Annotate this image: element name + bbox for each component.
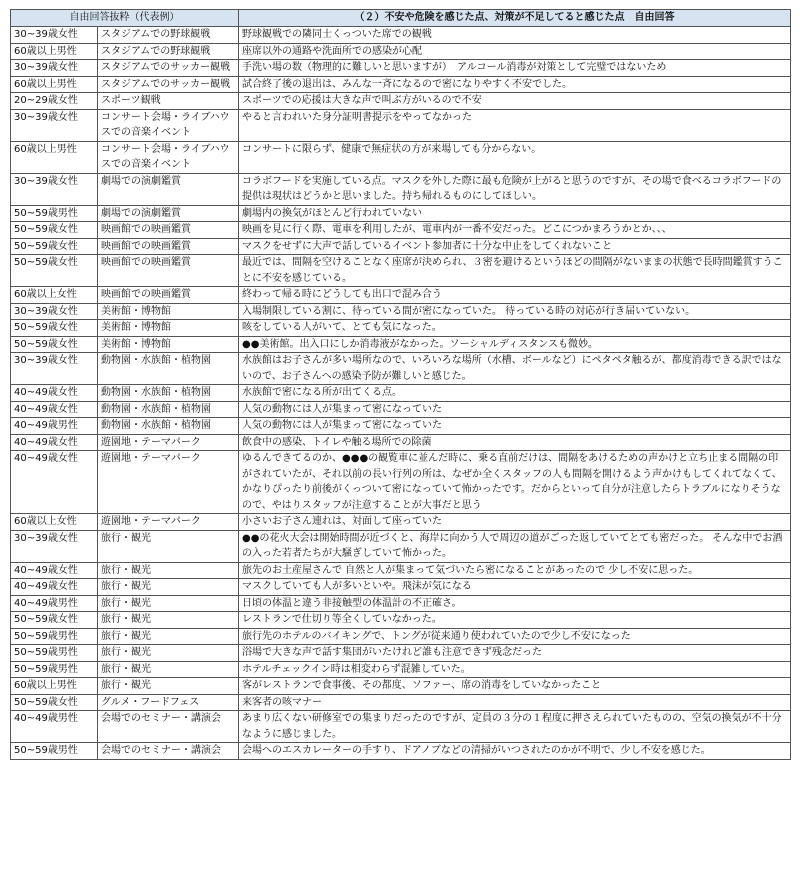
table-row [11,418,791,435]
free-answer: 咳をしている人がいて、とても気になった。 [239,320,791,337]
activity-category: 動物園・水族館・植物園 [98,418,239,435]
respondent-attribute: 40~49歳男性 [11,595,98,612]
table-row [11,205,791,222]
table-row [11,27,791,44]
table-row [11,612,791,629]
table-row [11,336,791,353]
respondent-attribute: 50~59歳女性 [11,320,98,337]
activity-category: スタジアムでのサッカー観戦 [98,60,239,77]
table-row [11,451,791,514]
activity-category: 劇場での演劇鑑賞 [98,173,239,205]
free-answer: 日頃の体温と違う非接触型の体温計の不正確さ。 [239,595,791,612]
respondent-attribute: 60歳以上男性 [11,76,98,93]
respondent-attribute: 50~59歳男性 [11,743,98,760]
table-row [11,628,791,645]
free-answer: あまり広くない研修室での集まりだったのですが、定員の３分の１程度に押さえられていたものの、空気の換気が不十分なように感じました。 [239,711,791,743]
respondent-attribute: 30~39歳女性 [11,530,98,562]
free-answer: ●●の花火大会は開始時間が近づくと、海岸に向かう人で周辺の道がごった返していてとても密だった。 そんな中でお酒の入った若者たちが大騒ぎしていて怖かった。 [239,530,791,562]
activity-category: 動物園・水族館・植物園 [98,353,239,385]
activity-category: 美術館・博物館 [98,336,239,353]
respondent-attribute: 40~49歳女性 [11,385,98,402]
activity-category: スタジアムでの野球観戦 [98,27,239,44]
table-row [11,287,791,304]
free-answer: マスクしていても人が多いといや。飛沫が気になる [239,579,791,596]
free-answer: 座席以外の通路や洗面所での感染が心配 [239,43,791,60]
respondent-attribute: 60歳以上男性 [11,141,98,173]
free-answer: 会場へのエスカレーターの手すり、ドアノブなどの清掃がいつされたのかが不明で、少し不安を感じた。 [239,743,791,760]
activity-category: 会場でのセミナー・講演会 [98,711,239,743]
free-answer: 人気の動物には人が集まって密になっていた [239,418,791,435]
free-answer-table [10,9,791,760]
table-row [11,434,791,451]
table-row [11,320,791,337]
activity-category: 美術館・博物館 [98,320,239,337]
table-row [11,401,791,418]
activity-category: 動物園・水族館・植物園 [98,401,239,418]
activity-category: 旅行・観光 [98,678,239,695]
free-answer: 入場制限している割に、待っている間が密になっていた。 待っている時の対応が行き届いていない。 [239,303,791,320]
table-row [11,238,791,255]
respondent-attribute: 30~39歳女性 [11,60,98,77]
activity-category: グルメ・フードフェス [98,694,239,711]
table-row [11,645,791,662]
respondent-attribute: 60歳以上女性 [11,287,98,304]
activity-category: スポーツ観戦 [98,93,239,110]
activity-category: 劇場での演劇鑑賞 [98,205,239,222]
respondent-attribute: 50~59歳女性 [11,222,98,239]
free-answer: コンサートに限らず、健康で無症状の方が来場しても分からない。 [239,141,791,173]
free-answer: 劇場内の換気がほとんど行われていない [239,205,791,222]
free-answer: 映画を見に行く際、電車を利用したが、電車内が一番不安だった。どこにつかまろうかとか、、、 [239,222,791,239]
respondent-attribute: 50~59歳女性 [11,694,98,711]
table-row [11,353,791,385]
header-question: （２）不安や危険を感じた点、対策が不足してると感じた点 自由回答 [239,10,791,27]
table-row [11,743,791,760]
respondent-attribute: 50~59歳男性 [11,661,98,678]
respondent-attribute: 30~39歳女性 [11,27,98,44]
free-answer: 水族館で密になる所が出てくる点。 [239,385,791,402]
free-answer: 人気の動物には人が集まって密になっていた [239,401,791,418]
header-excerpt: 自由回答抜粋（代表例） [11,10,239,27]
table-row [11,76,791,93]
free-answer: 旅行先のホテルのバイキングで、トングが従来通り使われていたので少し不安になった [239,628,791,645]
table-row [11,60,791,77]
activity-category: 遊園地・テーマパーク [98,514,239,531]
respondent-attribute: 30~39歳女性 [11,303,98,320]
table-row [11,43,791,60]
table-row [11,303,791,320]
free-answer: 水族館はお子さんが多い場所なので、いろいろな場所（水槽、ボールなど）にペタペタ触るが、都度消毒できる訳ではないので、お子さんへの感染予防が難しいと感じた。 [239,353,791,385]
respondent-attribute: 30~39歳女性 [11,173,98,205]
activity-category: コンサート会場・ライブハウスでの音楽イベント [98,109,239,141]
respondent-attribute: 40~49歳男性 [11,711,98,743]
activity-category: コンサート会場・ライブハウスでの音楽イベント [98,141,239,173]
respondent-attribute: 60歳以上男性 [11,43,98,60]
respondent-attribute: 40~49歳女性 [11,579,98,596]
activity-category: 動物園・水族館・植物園 [98,385,239,402]
free-answer: 客がレストランで食事後、その都度、ソファー、席の消毒をしていなかったこと [239,678,791,695]
respondent-attribute: 50~59歳女性 [11,612,98,629]
free-answer: ゆるんできてるのか、●●●の観覧車に並んだ時に、乗る直前だけは、間隔をあけるための声かけと立ち止まる間隔の印がされていたが、それ以前の長い行列の所は、なぜか全くスタッフの人も間隔を開けるよう声かけもしてくれてなくて、かなりぴったり前後がくっついて密になっていて怖かったです。だからといって自分が注意したらトラブルになりそうなので、やはりスタッフが注意することが大事だと思う [239,451,791,514]
table-row [11,711,791,743]
free-answer: 来客者の咳マナー [239,694,791,711]
activity-category: 旅行・観光 [98,579,239,596]
respondent-attribute: 50~59歳男性 [11,205,98,222]
table-header-row [11,10,791,27]
free-answer: レストランで仕切り等全くしていなかった。 [239,612,791,629]
free-answer: 旅先のお土産屋さんで 自然と人が集まって気づいたら密になることがあったので 少し不安に思った。 [239,562,791,579]
free-answer: スポーツでの応援は大きな声で叫ぶ方がいるので不安 [239,93,791,110]
activity-category: 遊園地・テーマパーク [98,434,239,451]
respondent-attribute: 40~49歳女性 [11,451,98,514]
table-row [11,93,791,110]
activity-category: 旅行・観光 [98,645,239,662]
table-row [11,514,791,531]
table-row [11,694,791,711]
activity-category: 旅行・観光 [98,612,239,629]
activity-category: 旅行・観光 [98,562,239,579]
table-row [11,173,791,205]
activity-category: スタジアムでの野球観戦 [98,43,239,60]
activity-category: スタジアムでのサッカー観戦 [98,76,239,93]
free-answer: コラボフードを実施している点。マスクを外した際に最も危険が上がると思うのですが、その場で食べるコラボフードの提供は現状はどうかと思いました。持ち帰れるものにしてほしい。 [239,173,791,205]
respondent-attribute: 30~39歳女性 [11,109,98,141]
activity-category: 旅行・観光 [98,530,239,562]
activity-category: 美術館・博物館 [98,303,239,320]
respondent-attribute: 30~39歳女性 [11,353,98,385]
free-answer: マスクをせずに大声で話しているイベント参加者に十分な中止をしてくれないこと [239,238,791,255]
free-answer: ●●美術館。出入口にしか消毒液がなかった。ソーシャルディスタンスも微妙。 [239,336,791,353]
table-row [11,530,791,562]
free-answer: ホテルチェックイン時は相変わらず混雑していた。 [239,661,791,678]
free-answer: 浴場で大きな声で話す集団がいたけれど誰も注意できず残念だった [239,645,791,662]
free-answer: やると言われいた身分証明書提示をやってなかった [239,109,791,141]
table-row [11,595,791,612]
free-answer: 飲食中の感染、トイレや触る場所での除菌 [239,434,791,451]
table-row [11,678,791,695]
activity-category: 会場でのセミナー・講演会 [98,743,239,760]
respondent-attribute: 40~49歳男性 [11,418,98,435]
activity-category: 映画館での映画鑑賞 [98,287,239,304]
table-row [11,579,791,596]
respondent-attribute: 40~49歳女性 [11,401,98,418]
respondent-attribute: 50~59歳女性 [11,336,98,353]
respondent-attribute: 60歳以上男性 [11,678,98,695]
table-row [11,141,791,173]
activity-category: 映画館での映画鑑賞 [98,238,239,255]
free-answer: 最近では、間隔を空けることなく座席が決められ、３密を避けるというほどの間隔がないままの状態で長時間鑑賞すうことに不安を感じている。 [239,255,791,287]
table-row [11,255,791,287]
respondent-attribute: 20~29歳女性 [11,93,98,110]
table-row [11,661,791,678]
respondent-attribute: 50~59歳男性 [11,645,98,662]
activity-category: 映画館での映画鑑賞 [98,222,239,239]
activity-category: 旅行・観光 [98,661,239,678]
respondent-attribute: 60歳以上女性 [11,514,98,531]
free-answer: 野球観戦での隣同士くっついた席での観戦 [239,27,791,44]
activity-category: 旅行・観光 [98,595,239,612]
respondent-attribute: 50~59歳男性 [11,628,98,645]
table-row [11,562,791,579]
free-answer: 手洗い場の数（物理的に難しいと思いますが） アルコール消毒が対策として完璧ではないため [239,60,791,77]
table-body [11,27,791,760]
respondent-attribute: 50~59歳女性 [11,238,98,255]
activity-category: 旅行・観光 [98,628,239,645]
free-answer: 試合終了後の退出は、みんな一斉になるので密になりやすく不安でした。 [239,76,791,93]
respondent-attribute: 40~49歳女性 [11,434,98,451]
table-row [11,385,791,402]
activity-category: 映画館での映画鑑賞 [98,255,239,287]
free-answer: 小さいお子さん連れは、対面して座っていた [239,514,791,531]
respondent-attribute: 50~59歳女性 [11,255,98,287]
activity-category: 遊園地・テーマパーク [98,451,239,514]
table-row [11,222,791,239]
table-row [11,109,791,141]
free-answer: 終わって帰る時にどうしても出口で混み合う [239,287,791,304]
respondent-attribute: 40~49歳女性 [11,562,98,579]
